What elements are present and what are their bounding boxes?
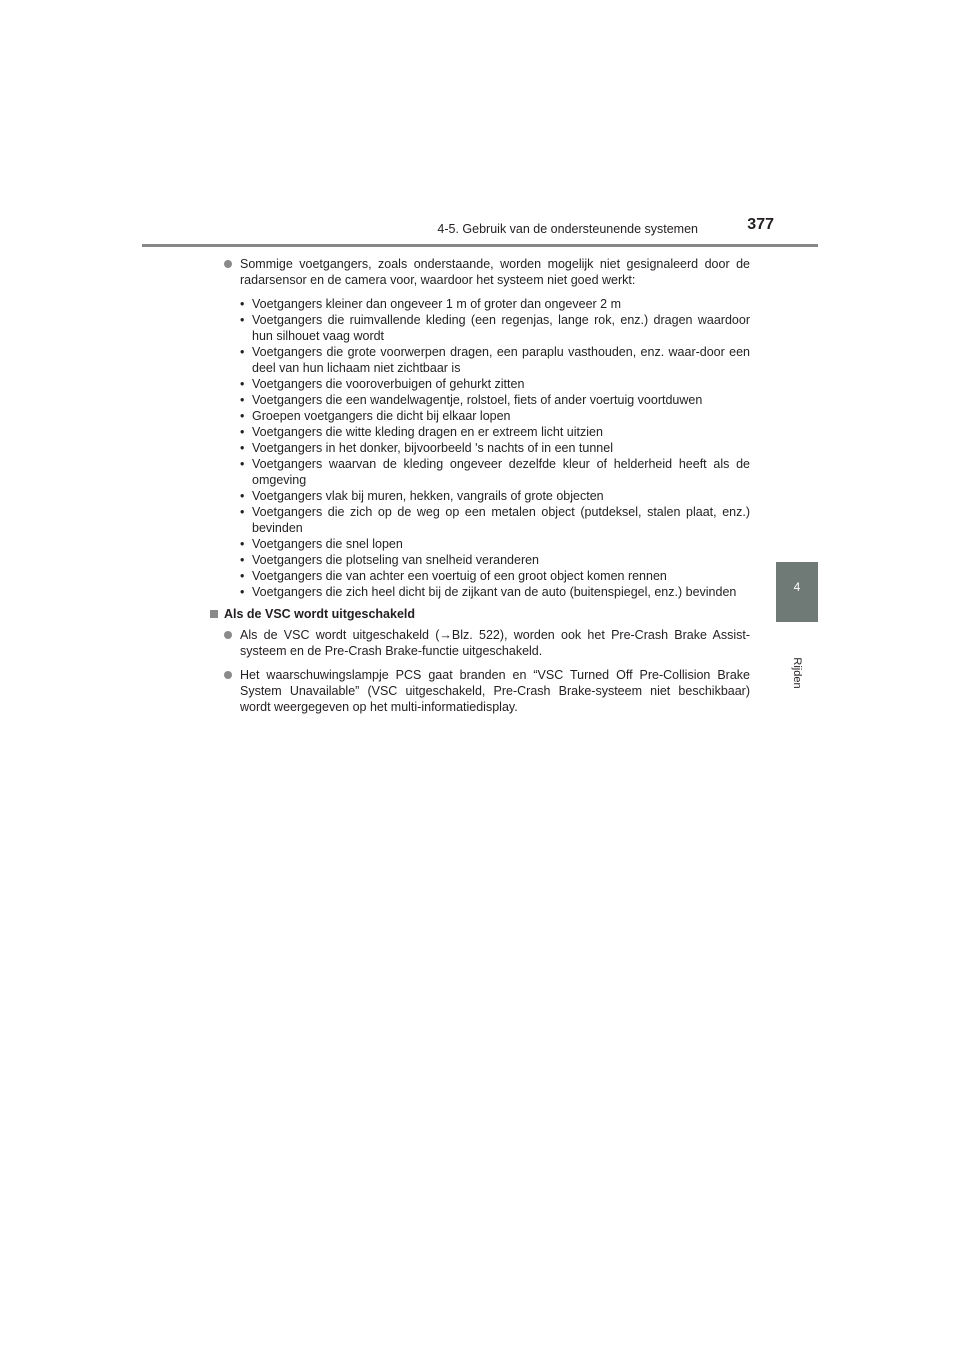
chapter-tab (776, 562, 818, 622)
list-item-text: Voetgangers die ruimvallende kleding (een regenjas, lange rok, enz.) dragen waardoor hun silhouet vaag wordt (252, 313, 750, 343)
intro-paragraph (224, 256, 750, 288)
list-item (240, 376, 750, 392)
list-item (240, 568, 750, 584)
chapter-label (790, 652, 804, 696)
list-item (240, 392, 750, 408)
square-bullet-icon (210, 610, 218, 618)
bullet-icon: • (240, 457, 245, 471)
list-item (240, 312, 750, 344)
vsc-paragraph-2 (224, 667, 750, 715)
vsc-para2-text: Het waarschuwingslampje PCS gaat branden en “VSC Turned Off Pre-Collision Brake System Unavailable” (VSC uitgeschakeld, Pre-Crash Brake-systeem niet beschikbaar) wordt weergegeven op het multi-informatiedisplay. (240, 668, 750, 714)
list-item-text: Voetgangers kleiner dan ongeveer 1 m of groter dan ongeveer 2 m (252, 297, 621, 311)
list-item-text: Voetgangers die van achter een voertuig of een groot object komen rennen (252, 569, 667, 583)
list-item-text: Voetgangers die zich heel dicht bij de zijkant van de auto (buitenspiegel, enz.) bevinden (252, 585, 737, 599)
list-item-text: Voetgangers die vooroverbuigen of gehurkt zitten (252, 377, 525, 391)
list-item (240, 408, 750, 424)
bullet-icon: • (240, 393, 245, 407)
list-item-text: Voetgangers die grote voorwerpen dragen, een paraplu vasthouden, enz. waar-door een deel van hun lichaam niet zichtbaar is (252, 345, 750, 375)
bullet-icon: • (240, 441, 245, 455)
list-item-text: Groepen voetgangers die dicht bij elkaar lopen (252, 409, 511, 423)
circle-bullet-icon (224, 260, 232, 268)
list-item-text: Voetgangers die plotseling van snelheid veranderen (252, 553, 540, 567)
bullet-icon: • (240, 313, 245, 327)
list-item-text: Voetgangers die zich op de weg op een metalen object (putdeksel, stalen plaat, enz.) bevinden (252, 505, 750, 535)
vsc-paragraph-1 (224, 627, 750, 659)
vsc-heading-text: Als de VSC wordt uitgeschakeld (224, 607, 416, 621)
circle-bullet-icon (224, 671, 232, 679)
bullet-icon: • (240, 489, 245, 503)
list-item-text: Voetgangers die een wandelwagentje, rolstoel, fiets of ander voertuig voortduwen (252, 393, 703, 407)
list-item-text: Voetgangers waarvan de kleding ongeveer dezelfde kleur of helderheid heeft als de omgeving (252, 457, 750, 487)
bullet-icon: • (240, 425, 245, 439)
bullet-icon: • (240, 585, 245, 599)
chapter-number: 4 (793, 580, 801, 594)
list-item-text: Voetgangers die snel lopen (252, 537, 403, 551)
list-item-text: Voetgangers in het donker, bijvoorbeeld 's nachts of in een tunnel (252, 441, 613, 455)
page-content (224, 256, 750, 715)
bullet-icon: • (240, 505, 245, 519)
page-number: 377 (747, 216, 774, 233)
list-item (240, 584, 750, 600)
section-title: 4-5. Gebruik van de ondersteunende systemen (437, 222, 698, 236)
bullet-icon: • (240, 553, 245, 567)
vsc-section-heading (210, 606, 750, 622)
bullet-icon: • (240, 569, 245, 583)
list-item (240, 424, 750, 440)
intro-text: Sommige voetgangers, zoals onderstaande, worden mogelijk niet gesignaleerd door de radarsensor en de camera voor, waardoor het systeem niet goed werkt: (240, 257, 750, 287)
bullet-icon: • (240, 345, 245, 359)
list-item-text: Voetgangers die witte kleding dragen en er extreem licht uitzien (252, 425, 603, 439)
list-item (240, 504, 750, 536)
bullet-icon: • (240, 297, 245, 311)
header-divider (142, 244, 818, 247)
page-header (142, 214, 818, 244)
list-item (240, 552, 750, 568)
bullet-icon: • (240, 377, 245, 391)
list-item (240, 456, 750, 488)
list-item-text: Voetgangers vlak bij muren, hekken, vangrails of grote objecten (252, 489, 604, 503)
pedestrian-conditions-list (240, 296, 750, 600)
circle-bullet-icon (224, 631, 232, 639)
bullet-icon: • (240, 537, 245, 551)
list-item (240, 488, 750, 504)
list-item (240, 344, 750, 376)
chapter-label-text: Rijden (791, 657, 803, 689)
list-item (240, 536, 750, 552)
list-item (240, 296, 750, 312)
bullet-icon: • (240, 409, 245, 423)
list-item (240, 440, 750, 456)
vsc-para1-text: Als de VSC wordt uitgeschakeld (→Blz. 522), worden ook het Pre-Crash Brake Assist-systeem en de Pre-Crash Brake-functie uitgeschakeld. (240, 628, 750, 658)
